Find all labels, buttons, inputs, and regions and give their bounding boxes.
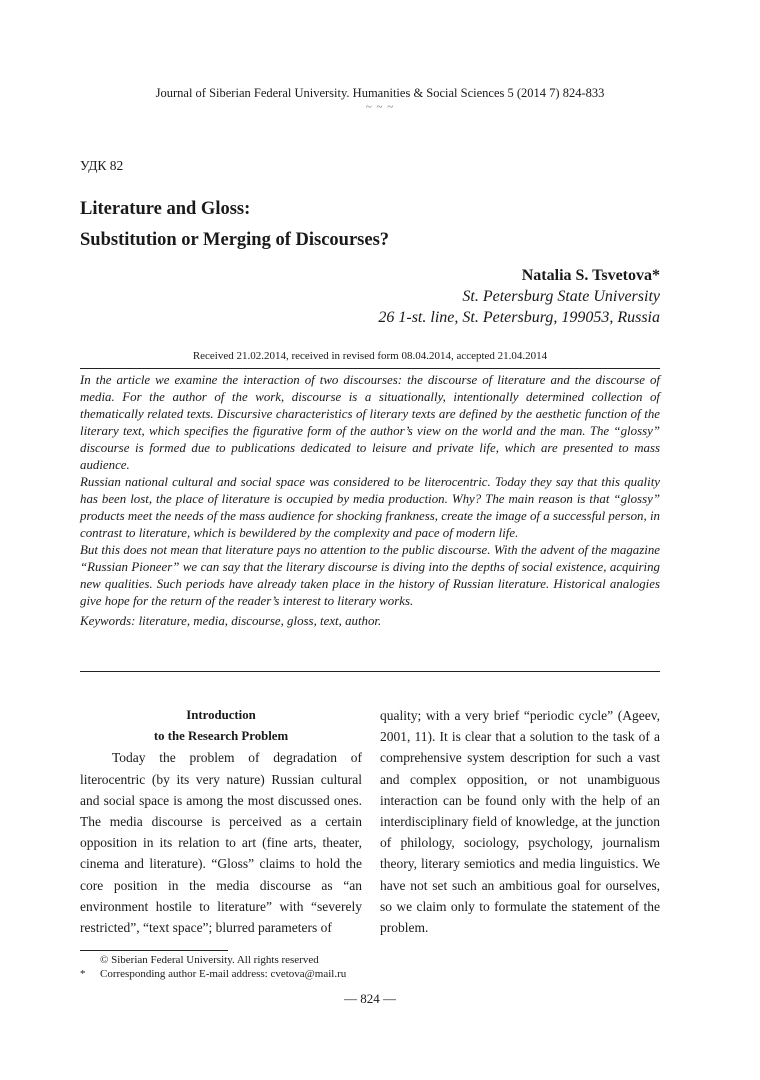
copyright-text: © Siberian Federal University. All rights reserved: [100, 954, 319, 966]
article-title: [80, 194, 680, 256]
abstract-paragraph-1: In the article we examine the interaction of two discourses: the discourse of literature and the discourse of media. For the author of the work, discourse is a situationally, intentionally determined collection of thematically related texts. Discursive characteristics of literary texts are defined by the aesthetic function of the literary text, which specifies the figurative form of the author’s view on the world and the man. The “glossy” discourse is formed due to publications dedicated to leisure and private life, which are presented to mass audience.: [80, 373, 660, 472]
footnote-rule: [80, 950, 228, 951]
author-block: [300, 265, 660, 328]
journal-header: Journal of Siberian Federal University. Humanities & Social Sciences 5 (2014 7) 824-833: [155, 86, 605, 100]
author-name: Natalia S. Tsvetova*: [521, 267, 660, 284]
body-paragraph-left: Today the problem of degradation of literocentric (by its very nature) Russian cultural and social space is among the most discussed ones. The media discourse is perceived as a certain opposition in its relation to art (fine arts, theater, cinema and literature). “Gloss” claims to hold the core position in the media discourse as “an environment hostile to literature” with “severely restricted”, “text space”; blurred parameters of: [80, 750, 362, 936]
keywords: Keywords: literature, media, discourse, gloss, text, author.: [80, 614, 382, 628]
left-column: [80, 705, 362, 938]
abstract-top-rule: [80, 368, 660, 369]
page-number: — 824 —: [344, 991, 396, 1006]
body-paragraph-right: quality; with a very brief “periodic cycle” (Ageev, 2001, 11). It is clear that a solution to the task of a comprehensive system description for such a vast and complex opposition, or not unambiguous interaction can be found only with the help of an interdisciplinary field of knowledge, at the junction of philology, sociology, psychology, journalism theory, literary semiotics and media linguistics. We have not set such an ambitious goal for ourselves, so we claim only to formulate the statement of the problem.: [380, 708, 660, 936]
right-column: [380, 705, 660, 938]
title-line-2: Substitution or Merging of Discourses?: [80, 230, 390, 250]
abstract-bottom-rule: [80, 671, 660, 672]
header-ornament: ~ ~ ~: [365, 101, 395, 113]
footnote-corresponding: [80, 967, 480, 981]
footnotes: [80, 953, 480, 981]
section-heading-line-1: Introduction: [186, 708, 256, 722]
title-line-1: Literature and Gloss:: [80, 199, 251, 219]
abstract-paragraph-3: But this does not mean that literature pays no attention to the public discourse. With the advent of the magazine “Russian Pioneer” we can say that the literary discourse is diving into the depths of social existence, acquiring new qualities. Such periods have already taken place in the history of Russian literature. Historical analogies give hope for the return of the reader’s interest to literary works.: [80, 543, 660, 608]
footnote-copyright: [80, 953, 480, 967]
footnote-asterisk: *: [80, 968, 86, 980]
abstract-paragraph-2: Russian national cultural and social space was considered to be literocentric. Today they say that this quality has been lost, the place of literature is occupied by media production. Why? The main reason is that “glossy” products meet the needs of the mass audience for shocking frankness, create the image of a successful person, in contrast to literature, which is bewildered by the complexity and pace of modern life.: [80, 475, 660, 540]
received-dates: Received 21.02.2014, received in revised form 08.04.2014, accepted 21.04.2014: [192, 350, 548, 362]
author-affiliation: St. Petersburg State University: [462, 288, 660, 305]
corresponding-email-text: Corresponding author E-mail address: cvetova@mail.ru: [100, 968, 347, 980]
abstract: [80, 372, 660, 630]
udc-code: УДК 82: [80, 158, 124, 173]
section-heading-line-2: to the Research Problem: [153, 729, 289, 744]
author-address: 26 1-st. line, St. Petersburg, 199053, Russia: [378, 309, 660, 326]
